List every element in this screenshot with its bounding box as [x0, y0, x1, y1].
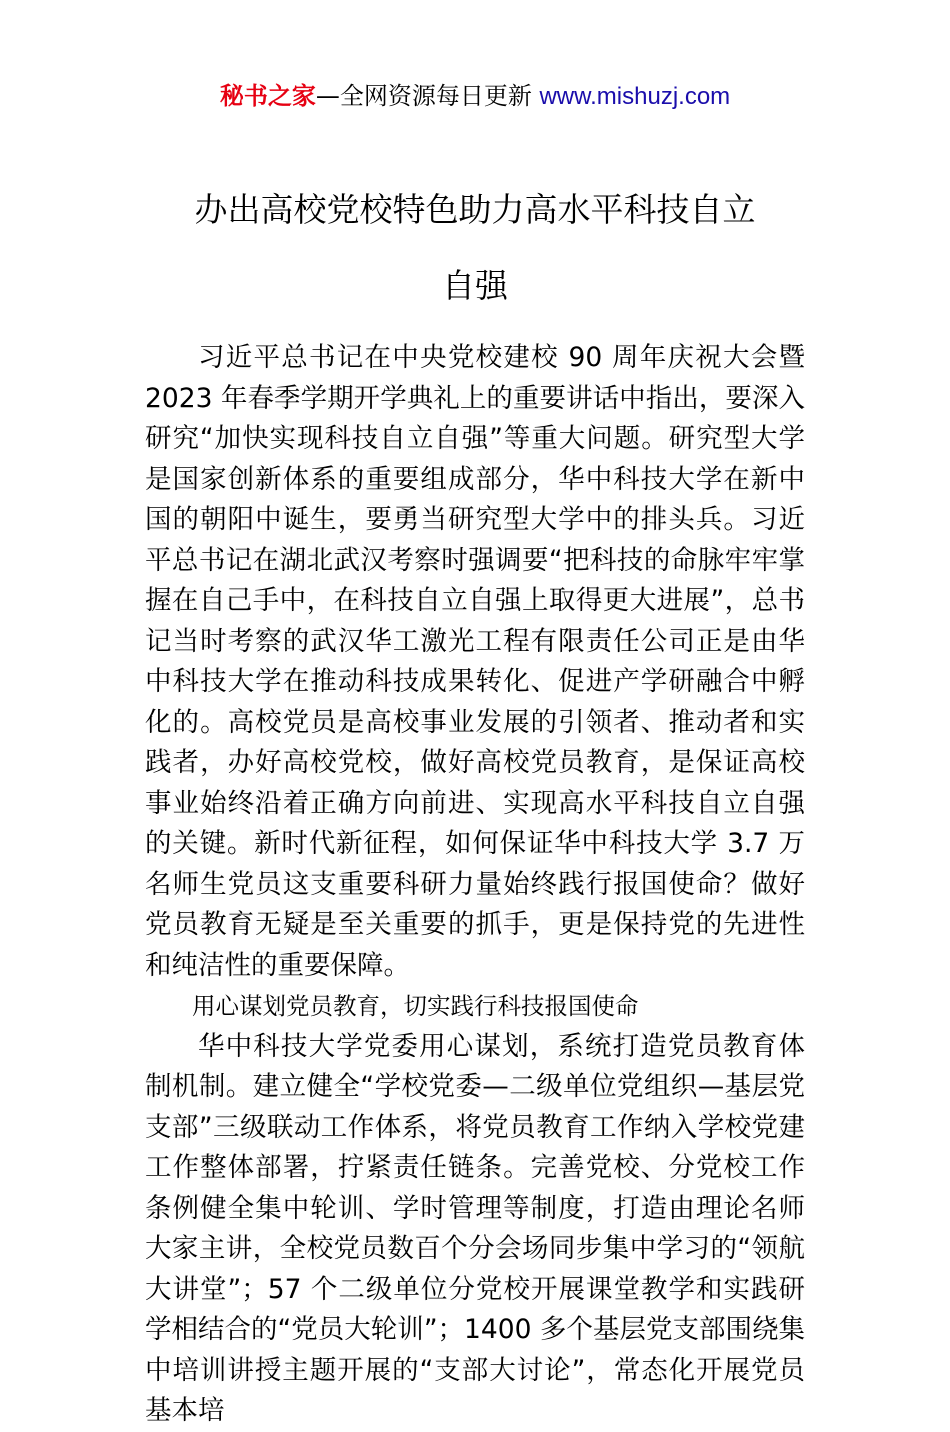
article-title-line-1: 办出高校党校特色助力高水平科技自立 — [194, 190, 756, 229]
site-brand: 秘书之家 — [219, 82, 316, 110]
site-header — [0, 80, 950, 113]
article-body — [145, 338, 805, 1432]
article-paragraph-2: 华中科技大学党委用心谋划，系统打造党员教育体制机制。建立健全“学校党委—二级单位党组织—基层党支部”三级联动工作体系，将党员教育工作纳入学校党建工作整体部署，拧紧责任链条。完善党校、分党校工作条例健全集中轮训、学时管理等制度，打造由理论名师大家主讲，全校党员数百个分会场同步集中学习的“领航大讲堂”；57 个二级单位分党校开展课堂教学和实践研学相结合的“党员大轮训”；1400 多个基层党支部围绕集中培训讲授主题开展的“支部大讨论”，常态化开展党员基本培 — [145, 1030, 805, 1426]
site-tagline: —全网资源每日更新 — [315, 82, 532, 110]
article-title-line-2: 自强 — [442, 266, 508, 305]
article-subheading-1: 用心谋划党员教育，切实践行科技报国使命 — [192, 992, 639, 1020]
site-url-link[interactable]: www.mishuzj.com — [539, 83, 731, 110]
article-title — [145, 172, 805, 324]
article-paragraph-1: 习近平总书记在中央党校建校 90 周年庆祝大会暨 2023 年春季学期开学典礼上的重要讲话中指出，要深入研究“加快实现科技自立自强”等重大问题。研究型大学是国家创新体系的重要组成部分，华中科技大学在新中国的朝阳中诞生，要勇当研究型大学中的排头兵。习近平总书记在湖北武汉考察时强调要“把科技的命脉牢牢掌握在自己手中，在科技自立自强上取得更大进展”，总书记当时考察的武汉华工激光工程有限责任公司正是由华中科技大学在推动科技成果转化、促进产学研融合中孵化的。高校党员是高校事业发展的引领者、推动者和实践者，办好高校党校，做好高校党员教育，是保证高校事业始终沿着正确方向前进、实现高水平科技自立自强的关键。新时代新征程，如何保证华中科技大学 3.7 万名师生党员这支重要科研力量始终践行报国使命？做好党员教育无疑是至关重要的抓手，更是保持党的先进性和纯洁性的重要保障。 — [145, 342, 805, 981]
